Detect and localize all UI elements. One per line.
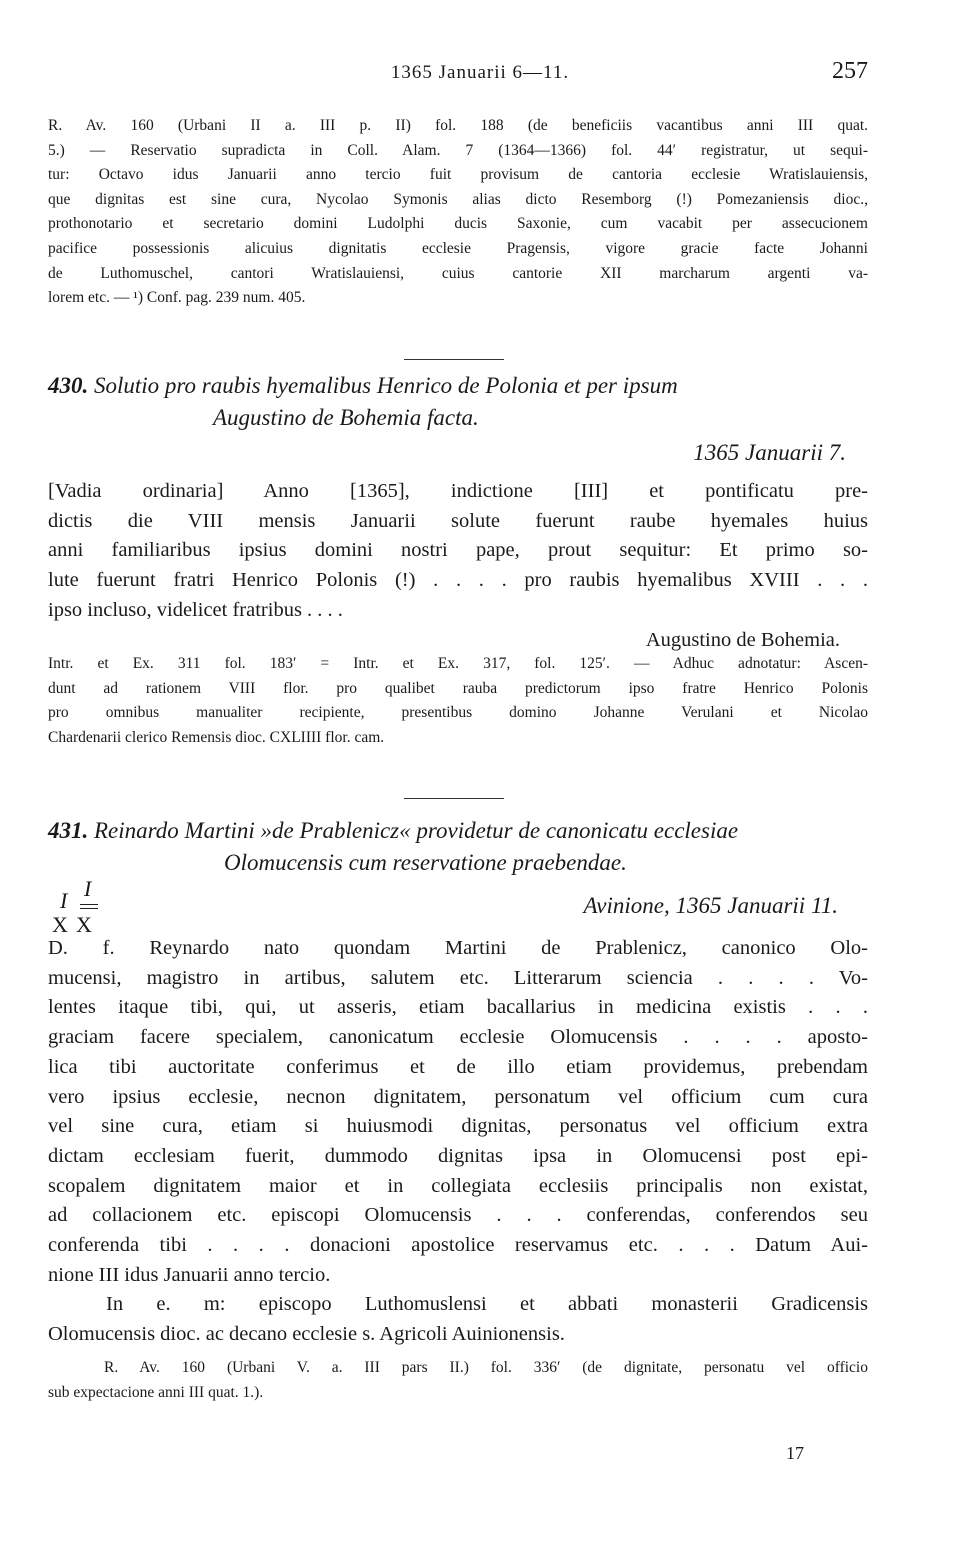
- body-line: ipso incluso, videlicet fratribus . . . .: [48, 598, 343, 621]
- note-line: 5.) — Reservatio supradicta in Coll. Alam. 7 (1364—1366) fol. 44′ registratur, ut sequi-: [48, 141, 868, 159]
- doc430-note: [48, 652, 868, 750]
- note-line: de Luthomuschel, cantori Wratislauiensi, cuius cantorie XII marcharum argenti va-: [48, 264, 868, 282]
- register-fraction: [48, 876, 158, 940]
- doc431-number: 431.: [48, 818, 89, 843]
- body-line: D. f. Reynardo nato quondam Martini de Prablenicz, canonico Olo-: [48, 937, 868, 959]
- top-note: [48, 114, 868, 311]
- body-line: lentes itaque tibi, qui, ut asseris, etiam bacallarius in medicina existis . . .: [48, 996, 868, 1019]
- section-divider: [404, 798, 504, 799]
- doc430-title-2: Augustino de Bohemia facta.: [213, 405, 479, 430]
- signature-number: 17: [786, 1443, 804, 1463]
- doc431-body: [48, 934, 868, 1350]
- fraction-bar: [80, 904, 98, 905]
- body-line: conferenda tibi . . . . donacioni apostolice reservamus etc. . . . Datum Aui-: [48, 1234, 868, 1257]
- body-line: anni familiaribus ipsius domini nostri pape, prout sequitur: Et primo so-: [48, 539, 868, 562]
- doc431-title-2: Olomucensis cum reservatione praebendae.: [224, 850, 627, 875]
- note-line: que dignitas est sine cura, Nycolao Symonis alias dicto Resemborg (!) Pomezaniensis dioc.,: [48, 190, 868, 208]
- fraction-top-right: I: [84, 876, 92, 901]
- fraction-bar: [80, 908, 98, 909]
- doc431-note: [48, 1356, 868, 1405]
- note-line: prothonotario et secretario domini Ludolphi ducis Saxonie, cum vacabit per assecucionem: [48, 215, 868, 233]
- doc430-title-1: Solutio pro raubis hyemalibus Henrico de Polonia et per ipsum: [94, 373, 678, 398]
- doc431-place-date: Avinione, 1365 Januarii 11.: [583, 893, 838, 918]
- body-line: graciam facere specialem, canonicatum ecclesie Olomucensis . . . . aposto-: [48, 1026, 868, 1049]
- exec-line: In e. m: episcopo Luthomuslensi et abbati monasterii Gradicensis: [106, 1293, 868, 1316]
- body-line: lica tibi auctoritate conferimus et de illo etiam providemus, prebendam: [48, 1055, 868, 1078]
- fraction-bottom-right: X: [76, 912, 92, 937]
- fraction-bottom-left: X: [52, 912, 68, 937]
- running-title: 1365 Januarii 6—11.: [390, 62, 570, 83]
- section-divider: [404, 359, 504, 360]
- doc430-signer: Augustino de Bohemia.: [645, 628, 840, 651]
- note-line: Chardenarii clerico Remensis dioc. CXLIIII flor. cam.: [48, 728, 385, 746]
- body-line: nione III idus Januarii anno tercio.: [48, 1263, 331, 1286]
- doc430-body: [48, 477, 868, 655]
- exec-line: Olomucensis dioc. ac decano ecclesie s. Agricoli Auinionensis.: [48, 1323, 565, 1346]
- body-line: vero ipsius ecclesie, necnon dignitatem, personatum vel officium cum cura: [48, 1085, 868, 1108]
- note-line: pacifice possessionis alicuius dignitatis ecclesie Pragensis, vigore gracie facte Johanni: [48, 239, 868, 257]
- page-number: 257: [832, 58, 868, 84]
- body-line: dictam ecclesiam fuerit, dummodo dignitas ipsa in Olomucensi post epi-: [48, 1144, 868, 1167]
- body-line: dictis die VIII mensis Januarii solute fuerunt raube hyemales huius: [48, 509, 868, 532]
- body-line: mucensi, magistro in artibus, salutem etc. Litterarum sciencia . . . . Vo-: [48, 966, 868, 989]
- note-line: tur: Octavo idus Januarii anno tercio fuit provisum de cantoria ecclesie Wratislauiensis,: [48, 166, 868, 184]
- fraction-top-left: I: [60, 888, 68, 913]
- body-line: ad collacionem etc. episcopi Olomucensis . . . conferendas, conferendos seu: [48, 1204, 868, 1227]
- doc431-heading: [48, 818, 738, 844]
- doc431-title-1: Reinardo Martini »de Prablenicz« providetur de canonicatu ecclesiae: [94, 818, 739, 843]
- note-line: dunt ad rationem VIII flor. pro qualibet rauba predictorum ipso fratre Henrico Polonis: [48, 679, 868, 697]
- running-header: [0, 58, 960, 88]
- note-line: sub expectacione anni III quat. 1.).: [48, 1383, 264, 1401]
- note-line: R. Av. 160 (Urbani II a. III p. II) fol. 188 (de beneficiis vacantibus anni III quat.: [48, 117, 868, 134]
- note-line: Intr. et Ex. 311 fol. 183′ = Intr. et Ex. 317, fol. 125′. — Adhuc adnotatur: Ascen-: [48, 655, 868, 672]
- doc430-number: 430.: [48, 373, 89, 398]
- note-line: pro omnibus manualiter recipiente, presentibus domino Johanne Verulani et Nicolao: [48, 704, 868, 722]
- doc430-heading: [48, 373, 678, 399]
- body-line: [Vadia ordinaria] Anno [1365], indictione [III] et pontificatu pre-: [48, 480, 868, 502]
- body-line: scopalem dignitatem maior et in collegiata ecclesiis principalis non existat,: [48, 1174, 868, 1197]
- note-line: lorem etc. — ¹) Conf. pag. 239 num. 405.: [48, 289, 306, 307]
- body-line: vel sine cura, etiam si huiusmodi dignitas, personatus vel officium extra: [48, 1115, 868, 1138]
- doc430-date: 1365 Januarii 7.: [693, 440, 846, 465]
- body-line: lute fuerunt fratri Henrico Polonis (!) . . . . pro raubis hyemalibus XVIII . . .: [48, 569, 868, 592]
- note-line: R. Av. 160 (Urbani V. a. III pars II.) fol. 336′ (de dignitate, personatu vel officio: [104, 1359, 868, 1376]
